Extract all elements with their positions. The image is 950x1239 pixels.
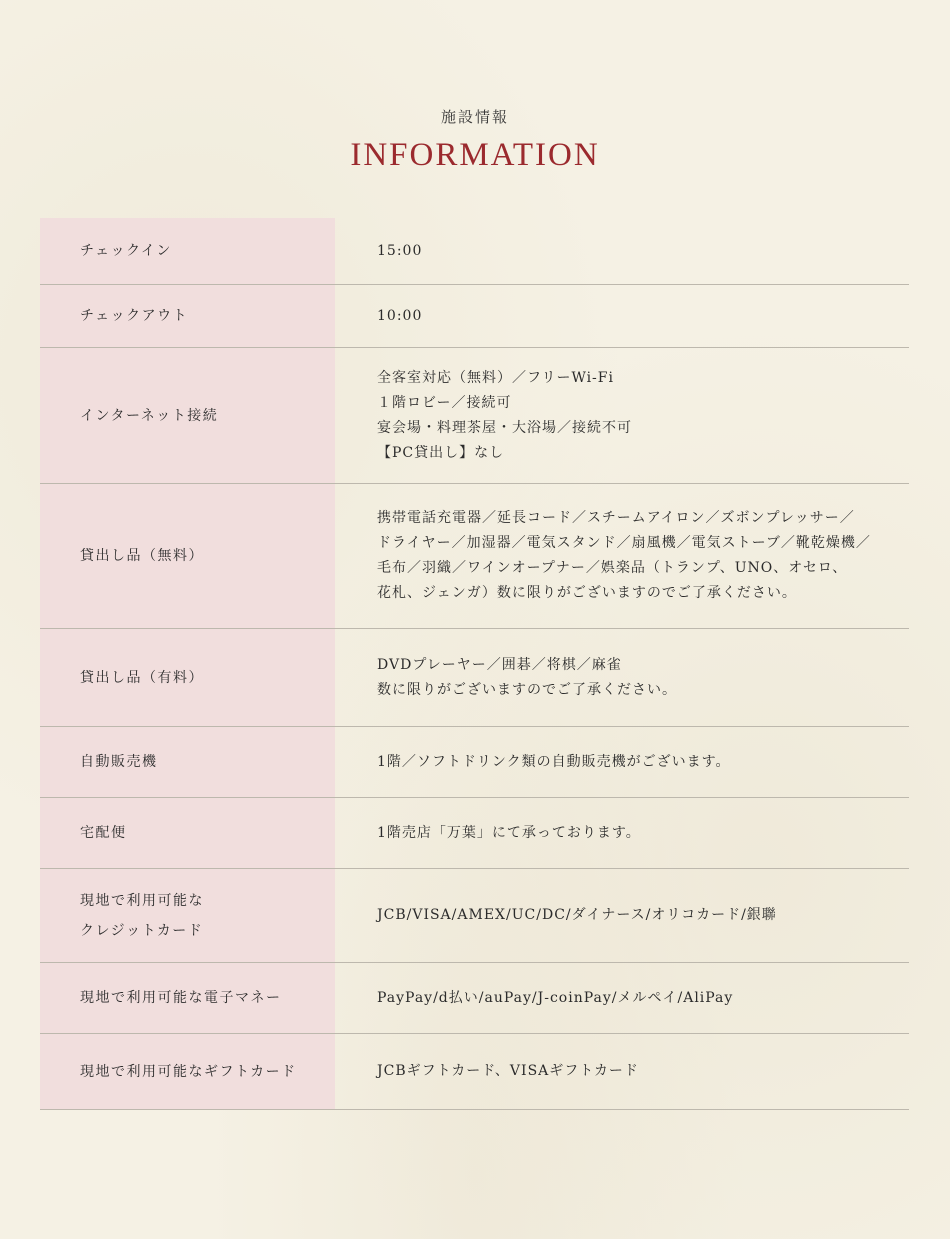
row-value xyxy=(335,1034,909,1109)
row-value xyxy=(335,348,909,483)
table-row xyxy=(40,218,909,284)
row-label: 宅配便 xyxy=(40,798,335,868)
table-row xyxy=(40,1033,909,1109)
page-header xyxy=(0,104,950,174)
row-value xyxy=(335,798,909,868)
row-value xyxy=(335,963,909,1033)
table-row xyxy=(40,726,909,797)
row-value xyxy=(335,484,909,628)
row-value xyxy=(335,869,909,962)
row-label: 自動販売機 xyxy=(40,727,335,797)
row-value-line: JCB/VISA/AMEX/UC/DC/ダイナース/オリコカード/銀聯 xyxy=(377,907,777,923)
row-label: 貸出し品（無料） xyxy=(40,484,335,628)
row-value-line: JCBギフトカード、VISAギフトカード xyxy=(377,1063,639,1079)
page-subtitle: 施設情報 xyxy=(440,108,509,126)
row-value-line: 【PC貸出し】なし xyxy=(377,444,505,461)
row-value xyxy=(335,285,909,347)
row-value-line: １階ロビー／接続可 xyxy=(377,394,512,411)
table-row xyxy=(40,628,909,726)
row-label: チェックアウト xyxy=(40,285,335,347)
row-value-line: 15:00 xyxy=(377,242,423,259)
row-value-line: 花札、ジェンガ）数に限りがございますのでご了承ください。 xyxy=(377,585,797,601)
table-row xyxy=(40,347,909,483)
info-table xyxy=(40,218,909,1110)
row-value xyxy=(335,629,909,726)
row-label: 現地で利用可能な電子マネー xyxy=(40,963,335,1033)
table-row xyxy=(40,868,909,962)
row-value-line: 全客室対応（無料）／フリーWi-Fi xyxy=(377,369,614,386)
table-row xyxy=(40,797,909,868)
table-row xyxy=(40,284,909,347)
row-value-line: 宴会場・料理茶屋・大浴場／接続不可 xyxy=(377,419,632,436)
row-value-line: 数に限りがございますのでご了承ください。 xyxy=(377,681,677,698)
table-row xyxy=(40,962,909,1033)
row-label: 現地で利用可能なギフトカード xyxy=(40,1034,335,1109)
row-value xyxy=(335,218,909,284)
page-title: INFORMATION xyxy=(350,137,600,173)
row-value-line: 10:00 xyxy=(377,307,423,324)
row-label-line: 現地で利用可能な xyxy=(80,892,204,909)
row-value-line: 1階売店「万葉」にて承っております。 xyxy=(377,824,641,841)
row-label xyxy=(40,869,335,962)
row-label: 貸出し品（有料） xyxy=(40,629,335,726)
row-label: チェックイン xyxy=(40,218,335,284)
row-value-line: 携帯電話充電器／延長コード／スチームアイロン／ズボンプレッサー／ xyxy=(377,510,855,526)
row-label-line: クレジットカード xyxy=(80,922,204,939)
row-value-line: 1階／ソフトドリンク類の自動販売機がございます。 xyxy=(377,753,731,770)
row-value xyxy=(335,727,909,797)
row-value-line: DVDプレーヤー／囲碁／将棋／麻雀 xyxy=(377,656,622,673)
row-value-line: PayPay/d払い/auPay/J-coinPay/メルペイ/AliPay xyxy=(377,989,734,1006)
row-value-line: ドライヤー／加湿器／電気スタンド／扇風機／電気ストーブ／靴乾燥機／ xyxy=(377,535,871,551)
row-label: インターネット接続 xyxy=(40,348,335,483)
row-value-line: 毛布／羽織／ワインオープナー／娯楽品（トランプ、UNO、オセロ、 xyxy=(377,560,848,576)
table-row xyxy=(40,483,909,628)
